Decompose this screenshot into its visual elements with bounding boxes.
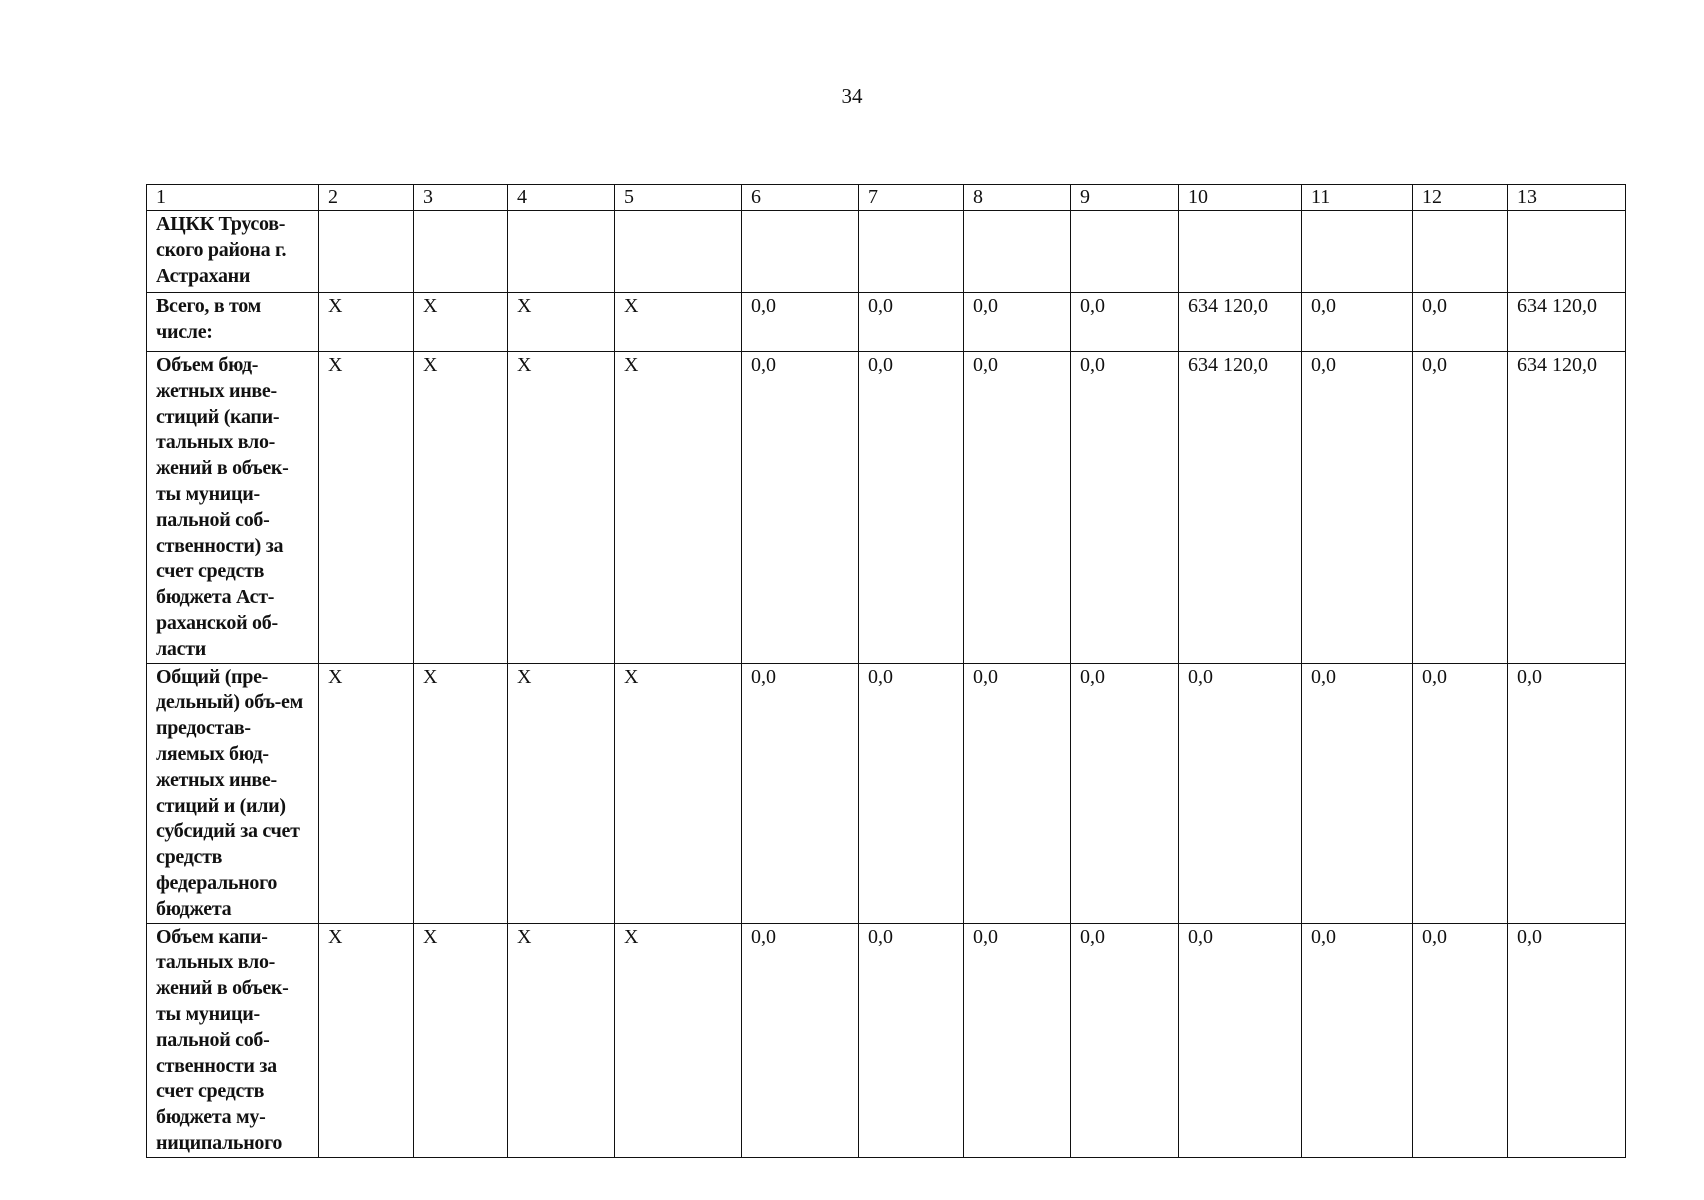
- page-number: 34: [841, 84, 863, 108]
- value-cell: 0,0: [742, 293, 859, 352]
- value-cell: 0,0: [1179, 663, 1302, 923]
- value-cell: 634 120,0: [1508, 293, 1626, 352]
- column-number-cell: 3: [414, 185, 508, 211]
- value-cell: X: [414, 663, 508, 923]
- value-cell: X: [508, 293, 615, 352]
- value-cell: 0,0: [1508, 663, 1626, 923]
- value-cell: [414, 211, 508, 293]
- table-row: [147, 211, 1626, 293]
- column-number-cell: 11: [1302, 185, 1413, 211]
- value-cell: X: [615, 352, 742, 664]
- row-label-cell: АЦКК Трусов-ского района г. Астрахани: [147, 211, 319, 293]
- value-cell: X: [414, 293, 508, 352]
- value-cell: X: [615, 293, 742, 352]
- value-cell: 0,0: [859, 663, 964, 923]
- value-cell: 0,0: [964, 923, 1071, 1157]
- column-number-cell: 12: [1413, 185, 1508, 211]
- value-cell: 0,0: [859, 923, 964, 1157]
- row-label-cell: Всего, в том числе:: [147, 293, 319, 352]
- column-number-cell: 6: [742, 185, 859, 211]
- value-cell: 0,0: [964, 293, 1071, 352]
- value-cell: 0,0: [1302, 352, 1413, 664]
- value-cell: 0,0: [1302, 293, 1413, 352]
- value-cell: X: [615, 923, 742, 1157]
- value-cell: [742, 211, 859, 293]
- row-label-cell: Объем капи-тальных вло-жений в объек-ты муници-пальной соб-ственности за счет средств бюджета му-ниципального: [147, 923, 319, 1157]
- column-number-cell: 1: [147, 185, 319, 211]
- value-cell: 0,0: [859, 352, 964, 664]
- value-cell: 0,0: [964, 663, 1071, 923]
- table-row: [147, 352, 1626, 664]
- value-cell: X: [414, 923, 508, 1157]
- column-number-cell: 5: [615, 185, 742, 211]
- column-number-cell: 4: [508, 185, 615, 211]
- value-cell: [964, 211, 1071, 293]
- value-cell: 634 120,0: [1179, 293, 1302, 352]
- column-number-cell: 2: [319, 185, 414, 211]
- value-cell: X: [414, 352, 508, 664]
- value-cell: X: [615, 663, 742, 923]
- value-cell: 0,0: [964, 352, 1071, 664]
- value-cell: 634 120,0: [1179, 352, 1302, 664]
- value-cell: [1179, 211, 1302, 293]
- column-number-row: [147, 185, 1626, 211]
- value-cell: 0,0: [742, 923, 859, 1157]
- value-cell: 0,0: [1413, 352, 1508, 664]
- row-label-cell: Объем бюд-жетных инве-стиций (капи-тальных вло-жений в объек-ты муници-пальной соб-ственности) за счет средств бюджета Аст-раханской об-ласти: [147, 352, 319, 664]
- budget-table: [146, 184, 1626, 1158]
- value-cell: 0,0: [742, 663, 859, 923]
- value-cell: [859, 211, 964, 293]
- value-cell: [1302, 211, 1413, 293]
- value-cell: [1413, 211, 1508, 293]
- value-cell: X: [508, 663, 615, 923]
- column-number-cell: 13: [1508, 185, 1626, 211]
- column-number-cell: 8: [964, 185, 1071, 211]
- value-cell: 0,0: [1071, 352, 1179, 664]
- value-cell: [319, 211, 414, 293]
- value-cell: 0,0: [1413, 663, 1508, 923]
- value-cell: [1508, 211, 1626, 293]
- value-cell: X: [508, 923, 615, 1157]
- value-cell: 0,0: [1071, 663, 1179, 923]
- column-number-cell: 10: [1179, 185, 1302, 211]
- value-cell: [615, 211, 742, 293]
- value-cell: [508, 211, 615, 293]
- value-cell: 0,0: [1413, 923, 1508, 1157]
- value-cell: 0,0: [1071, 293, 1179, 352]
- row-label-cell: Общий (пре-дельный) объ-ем предостав-ляемых бюд-жетных инве-стиций и (или) субсидий за счет средств федерального бюджета: [147, 663, 319, 923]
- value-cell: X: [508, 352, 615, 664]
- value-cell: X: [319, 293, 414, 352]
- value-cell: [1071, 211, 1179, 293]
- value-cell: 0,0: [1071, 923, 1179, 1157]
- column-number-cell: 7: [859, 185, 964, 211]
- value-cell: 0,0: [1508, 923, 1626, 1157]
- table-row: [147, 293, 1626, 352]
- value-cell: X: [319, 663, 414, 923]
- value-cell: 634 120,0: [1508, 352, 1626, 664]
- value-cell: X: [319, 923, 414, 1157]
- value-cell: 0,0: [859, 293, 964, 352]
- value-cell: 0,0: [1179, 923, 1302, 1157]
- column-number-cell: 9: [1071, 185, 1179, 211]
- value-cell: 0,0: [1302, 923, 1413, 1157]
- value-cell: 0,0: [742, 352, 859, 664]
- value-cell: X: [319, 352, 414, 664]
- table-row: [147, 923, 1626, 1157]
- table-row: [147, 663, 1626, 923]
- value-cell: 0,0: [1302, 663, 1413, 923]
- value-cell: 0,0: [1413, 293, 1508, 352]
